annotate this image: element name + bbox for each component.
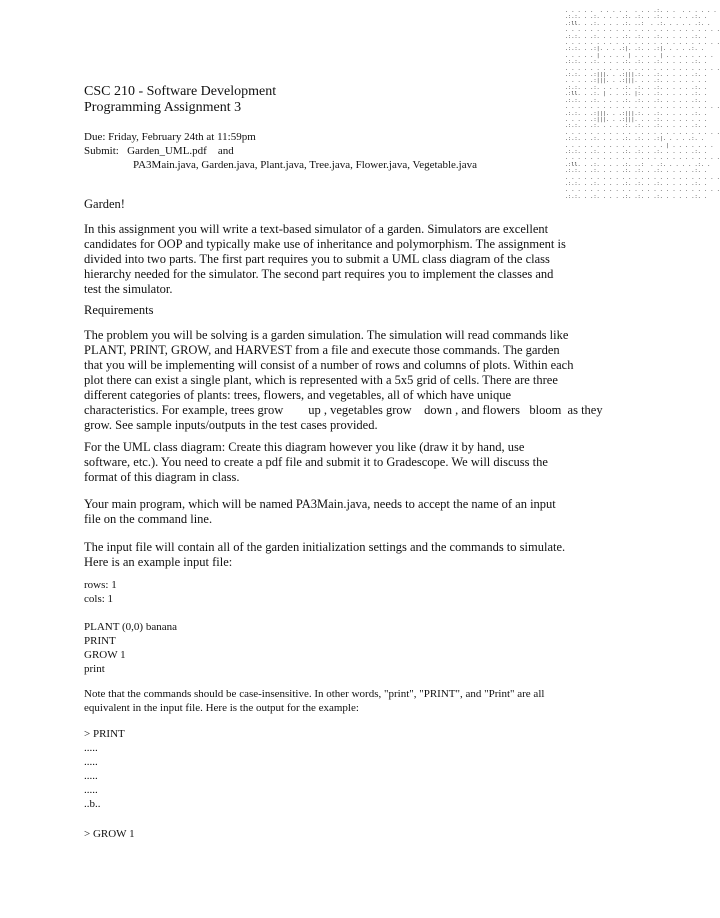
example-output-grow: > GROW 1 [84, 828, 135, 840]
text-line: Here is an example input file: [84, 555, 233, 569]
text-line: plot there can exist a single plant, which is represented with a 5x5 grid of cells. There are three [84, 373, 558, 387]
text-line: equivalent in the input file. Here is the output for the example: [84, 702, 359, 714]
text-line: hierarchy needed for the simulator. The second part requires you to implement the classes and [84, 267, 554, 281]
intro-paragraph [84, 222, 624, 297]
text-line: Your main program, which will be named PA3Main.java, needs to accept the name of an input [84, 497, 556, 511]
text-line: different categories of plants: trees, flowers, and vegetables, all of which have unique [84, 388, 512, 402]
section-heading-requirements: Requirements [84, 303, 154, 317]
text-line: file on the command line. [84, 512, 213, 526]
ascii-art-decoration: . . . . . . . . . . . . . .:. . . . . . . . . .:.:. . .:. . . . .:. .:. . .:. . . . . .:. . .:ll. . .:. . . . .:. ..: . .:. . . . . .:. . . . . . . . . . . . . . . . . . . . . . . . . . . .:.:. . .:. . . . .:. .:. . .:. . . . . .:. . . . . . . . . . . . . . . . . . . . . . . . . . . .:.:. . .:|. . . .:|. .:. . .:|. . . . .:. . . . . . . | . . . . | . . . . | . . . . . . . . .:.:. . .:. . . . .:. .:. . .:. . . . . .:. . . . . . . . . . . . . . . . . . . . . . . . . . . .:.:. . .:|||. . .:|||.:. . .:. . . . . .:. . . . . . .:|||. . .:|||. . . .:. . . . . . . . .:.:. . .:. . . . .:. .:. . .:. . . . . .:. . .:ll. . .:. | . . .:. |:. . .:. . . . . .:. . .:.:. . .:. . . . .:. .:. . .:. . . . . .:. . . . . . . . . . . . . . . . . . . . . . . . . . . .:.:. . .:|||. . .:|||.:. . .:. . . . . .:. . . . . . .:|||. . .:|||. . . .:. . . . . . . . .:.:. . .:. . . . .:. .:. . .:. . . . . .:. . . . . . . . . . . . . . . . . . . . . . . . . . . .:.:. . .:. . . . .:. .:. . .:|. . . . .:. . . . . . . . . . . . . . . . . . | . . . . . . . .:.:. . .:. . . . .:. .:. . .:. . . . . .:. . . . . . . . . . . . . . . . . . . . . . . . . . . .:ll. . .:. . . . .:. ..: . .:. . . . . .:. . .:.:. . .:. . . . .:. .:. . .:. . . . . .:. . . . . . . . . . . . . . . . . . . . . . . . . . . .:.:. . .:. . . . .:. .:. . .:. . . . . .:. . . . . . . . . . . . . . . . . . . . . . . . . . . .:.:. . .:. . . . .:. .:. . .:. . . . . .:. . [565, 8, 720, 200]
due-date: Due: Friday, February 24th at 11:59pm [84, 131, 256, 143]
output-line: ..... [84, 742, 98, 754]
output-line: ..... [84, 784, 98, 796]
example-input-commands [84, 620, 177, 676]
input-line: GROW 1 [84, 649, 126, 661]
text-line: characteristics. For example, trees grow up , vegetables grow down , and flowers bloom as they [84, 403, 603, 417]
submit-files: Submit: Garden_UML.pdf and [84, 145, 234, 157]
example-output [84, 727, 125, 811]
input-line: print [84, 663, 105, 675]
text-line: For the UML class diagram: Create this diagram however you like (draw it by hand, use [84, 440, 525, 454]
output-line: ..... [84, 770, 98, 782]
assignment-title: Programming Assignment 3 [84, 100, 242, 115]
text-line: divided into two parts. The first part requires you to submit a UML class diagram of the class [84, 252, 550, 266]
input-line: cols: 1 [84, 593, 114, 605]
text-line: The problem you will be solving is a garden simulation. The simulation will read commands like [84, 328, 569, 342]
text-line: that you will be implementing will consist of a number of rows and columns of plots. Within each [84, 358, 574, 372]
assignment-meta [84, 130, 477, 172]
section-heading-garden: Garden! [84, 197, 125, 211]
input-line: PLANT (0,0) banana [84, 621, 177, 633]
course-title: CSC 210 - Software Development [84, 84, 277, 99]
text-line: format of this diagram in class. [84, 470, 240, 484]
output-line: > PRINT [84, 728, 125, 740]
text-line: Note that the commands should be case-insensitive. In other words, "print", "PRINT", and "Print" are all [84, 688, 545, 700]
requirements-paragraph-2 [84, 440, 624, 485]
requirements-paragraph-3 [84, 497, 624, 527]
text-line: test the simulator. [84, 282, 173, 296]
output-line: ..... [84, 756, 98, 768]
text-line: In this assignment you will write a text-based simulator of a garden. Simulators are excellent [84, 222, 549, 236]
text-line: candidates for OOP and typically make use of inheritance and polymorphism. The assignment is [84, 237, 566, 251]
example-input-settings [84, 578, 117, 606]
text-line: grow. See sample inputs/outputs in the test cases provided. [84, 418, 378, 432]
case-insensitive-note [84, 687, 544, 715]
requirements-paragraph-4 [84, 540, 624, 570]
input-line: PRINT [84, 635, 116, 647]
text-line: software, etc.). You need to create a pdf file and submit it to Gradescope. We will discuss the [84, 455, 548, 469]
submit-files-java: PA3Main.java, Garden.java, Plant.java, Tree.java, Flower.java, Vegetable.java [133, 159, 477, 171]
text-line: The input file will contain all of the garden initialization settings and the commands to simulate. [84, 540, 566, 554]
output-line: ..b.. [84, 798, 101, 810]
input-line: rows: 1 [84, 579, 117, 591]
requirements-paragraph-1 [84, 328, 624, 433]
document-header [84, 84, 276, 116]
text-line: PLANT, PRINT, GROW, and HARVEST from a file and execute those commands. The garden [84, 343, 560, 357]
